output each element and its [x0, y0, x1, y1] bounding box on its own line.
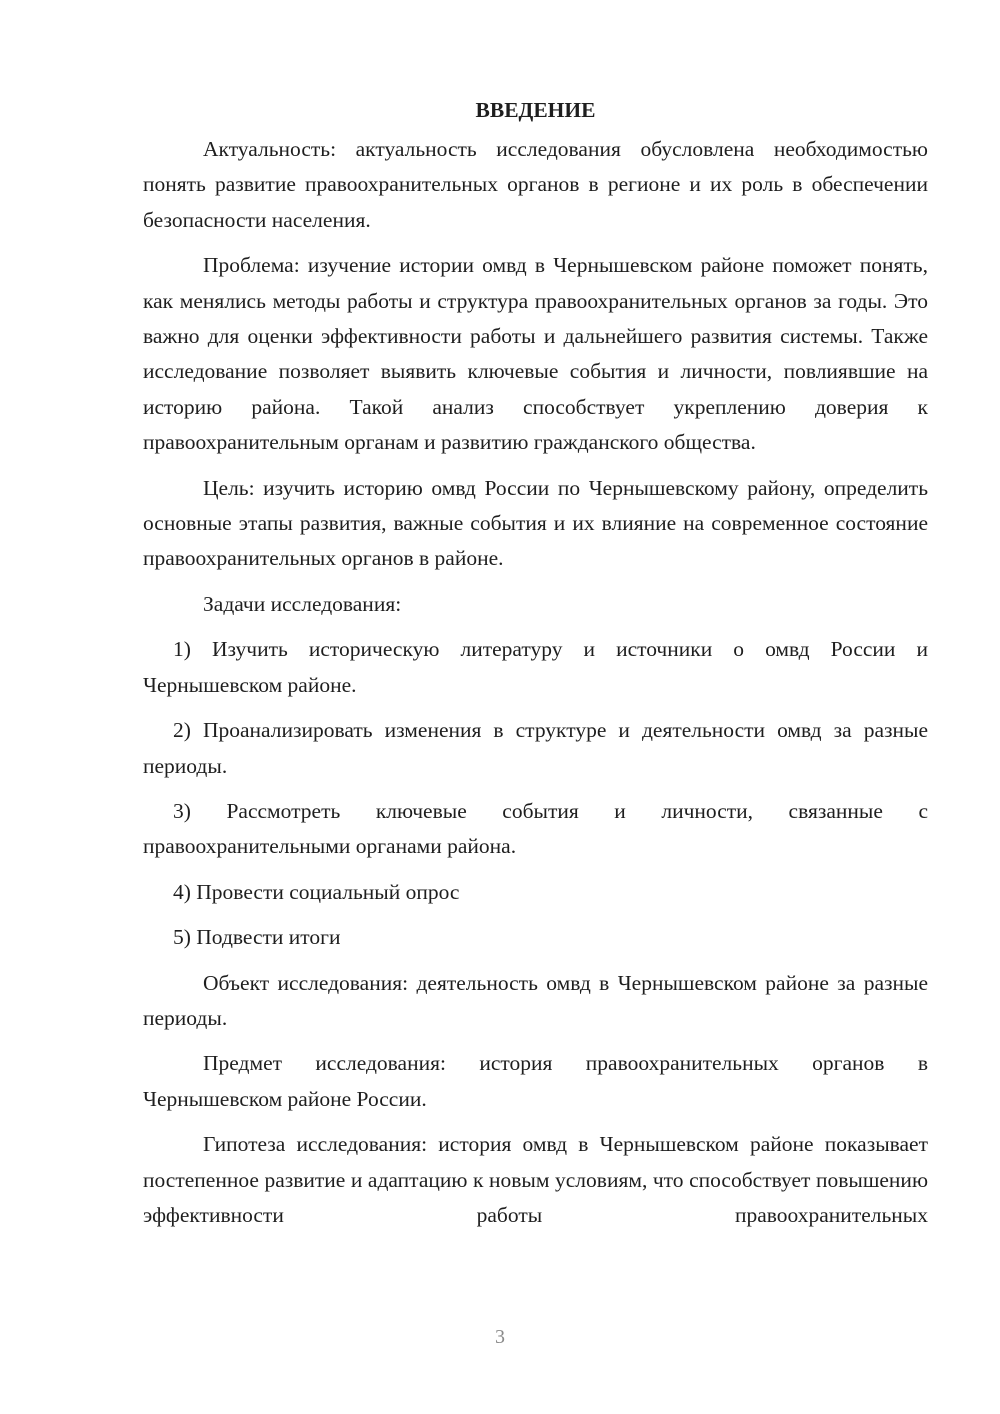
task-item-2: 2) Проанализировать изменения в структуре и деятельности омвд за разные периоды.	[143, 718, 928, 778]
document-page	[143, 92, 928, 1243]
paragraph-problem: Проблема: изучение истории омвд в Чернышевском районе поможет понять, как менялись методы работы и структура правоохранительных органов за годы. Это важно для оценки эффективности работы и дальнейшего развития системы. Также исследование позволяет выявить ключевые события и личности, повлиявшие на историю района. Такой анализ способствует укреплению доверия к правоохранительным органам и развитию гражданского общества.	[143, 253, 928, 455]
page-number: 3	[495, 1326, 505, 1348]
paragraph-subject: Предмет исследования: история правоохранительных органов в Чернышевском районе России.	[143, 1051, 928, 1111]
section-title: ВВЕДЕНИЕ	[475, 98, 596, 122]
task-item-5: 5) Подвести итоги	[173, 925, 341, 950]
task-item-4: 4) Провести социальный опрос	[173, 879, 460, 904]
paragraph-object: Объект исследования: деятельность омвд в Чернышевском районе за разные периоды.	[143, 970, 928, 1030]
task-item-1: 1) Изучить историческую литературу и источники о омвд России и Чернышевском районе.	[143, 637, 928, 697]
paragraph-goal: Цель: изучить историю омвд России по Чернышевскому району, определить основные этапы развития, важные события и их влияние на современное состояние правоохранительных органов в районе.	[143, 475, 928, 571]
task-item-3: 3) Рассмотреть ключевые события и личности, связанные с правоохранительными органами района.	[143, 798, 928, 859]
tasks-heading: Задачи исследования:	[203, 591, 402, 616]
paragraph-hypothesis: Гипотеза исследования: история омвд в Чернышевском районе показывает постепенное развитие и адаптацию к новым условиям, что способствует повышению эффективности работы правоохранительных	[143, 1132, 928, 1227]
paragraph-relevance: Актуальность: актуальность исследования обусловлена необходимостью понять развитие правоохранительных органов в регионе и их роль в обеспечении безопасности населения.	[143, 137, 928, 232]
